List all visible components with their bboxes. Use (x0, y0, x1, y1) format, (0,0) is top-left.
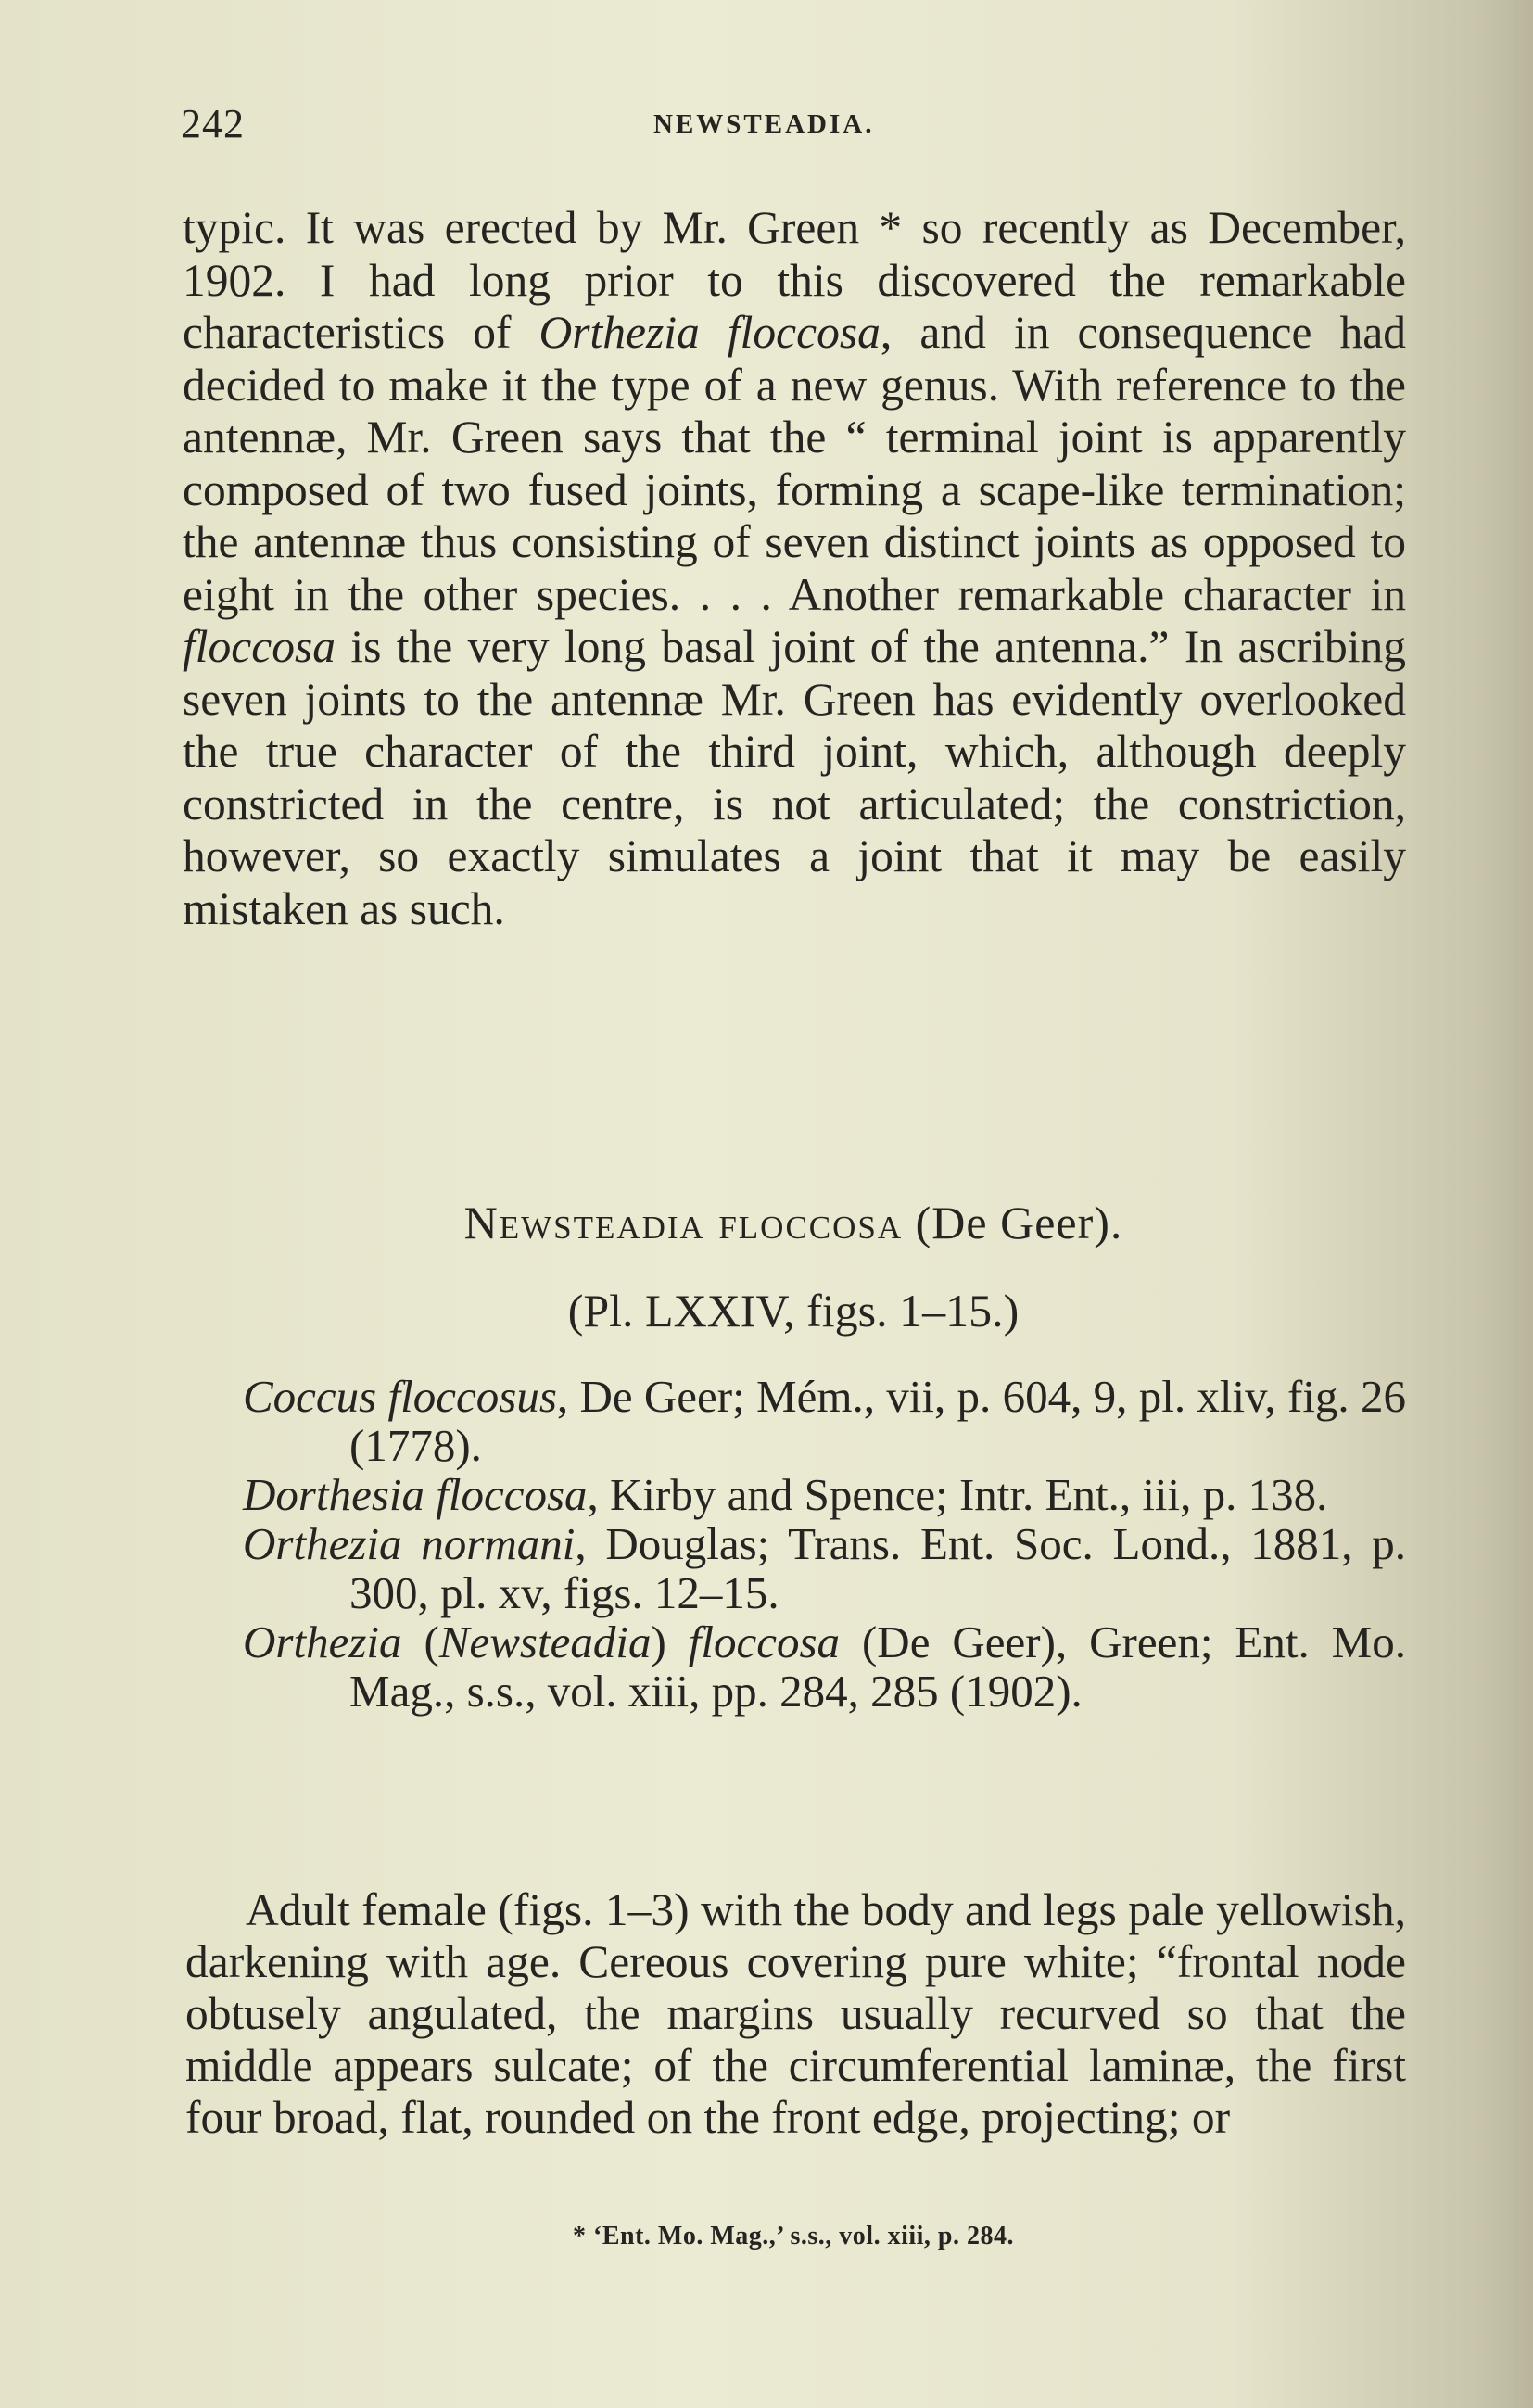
synonymy-list (243, 1372, 1406, 1716)
footnote: * ‘Ent. Mo. Mag.,’ s.s., vol. xiii, p. 284. (573, 2222, 1014, 2250)
page-header (181, 100, 1406, 156)
species-heading (181, 1196, 1406, 1249)
synonym-paren-open: ( (401, 1616, 439, 1667)
plate-reference: (Pl. LXXIV, figs. 1–15.) (567, 1285, 1020, 1337)
synonym-name: Dorthesia floccosa (243, 1469, 588, 1520)
intro-paragraph (183, 202, 1406, 935)
synonym-citation: (De Geer), Green; Ent. Mo. Mag., s.s., vol. xiii, pp. 284, 285 (1902). (349, 1616, 1406, 1717)
synonymy-entry (243, 1372, 1406, 1470)
intro-text-2: , and in consequence had decided to make it the type of a new genus. With reference to the antennæ, Mr. Green says that the “ terminal joint is apparently composed of two fused joints, forming a scape-like termination; the antennæ thus consisting of seven distinct joints as opposed to eight in the other species. . . . Another remarkable character in (183, 307, 1407, 620)
synonymy-entry (243, 1470, 1406, 1519)
synonym-genus: Orthezia (243, 1616, 402, 1667)
intro-text-1: typic. It was erected by Mr. Green * so recently as December, 1902. I had long prior to this discovered the remarkable characteristics of (183, 202, 1406, 358)
synonymy-entry (243, 1519, 1406, 1617)
species-author: (De Geer). (915, 1197, 1123, 1248)
synonym-name: Coccus floccosus (243, 1371, 557, 1422)
species-name: Newsteadia floccosa (463, 1197, 904, 1248)
description-text: Adult female (figs. 1–3) with the body and legs pale yellowish, darkening with age. Cereous covering pure white; “frontal node obtusely angulated, the margins usually recurved so that the middle appears sulcate; of the circumferential laminæ, the first four broad, flat, rounded on the front edge, projecting; or (185, 1884, 1406, 2143)
intro-italic-2: floccosa (183, 621, 336, 672)
description-paragraph (185, 1884, 1406, 2144)
synonym-paren-close: ) (651, 1616, 689, 1667)
synonym-species: floccosa (688, 1616, 841, 1667)
synonymy-entry (243, 1617, 1406, 1716)
synonym-citation: , Douglas; Trans. Ent. Soc. Lond., 1881, p. 300, pl. xv, figs. 12–15. (349, 1518, 1406, 1618)
synonym-citation: , De Geer; Mém., vii, p. 604, 9, pl. xliv, fig. 26 (1778). (349, 1371, 1406, 1471)
synonym-citation: , Kirby and Spence; Intr. Ent., iii, p. 138. (587, 1469, 1328, 1520)
running-head: NEWSTEADIA. (653, 109, 875, 139)
intro-italic-1: Orthezia floccosa (538, 307, 881, 358)
synonym-name: Orthezia normani (243, 1518, 576, 1569)
page-number: 242 (181, 101, 245, 146)
synonym-subgenus: Newsteadia (438, 1616, 652, 1667)
intro-text-3: is the very long basal joint of the antenna.” In ascribing seven joints to the antennæ Mr. Green has evidently overlooked the true character of the third joint, which, although deeply constricted in the centre, is not articulated; the constriction, however, so exactly simulates a joint that it may be easily mistaken as such. (183, 621, 1406, 934)
